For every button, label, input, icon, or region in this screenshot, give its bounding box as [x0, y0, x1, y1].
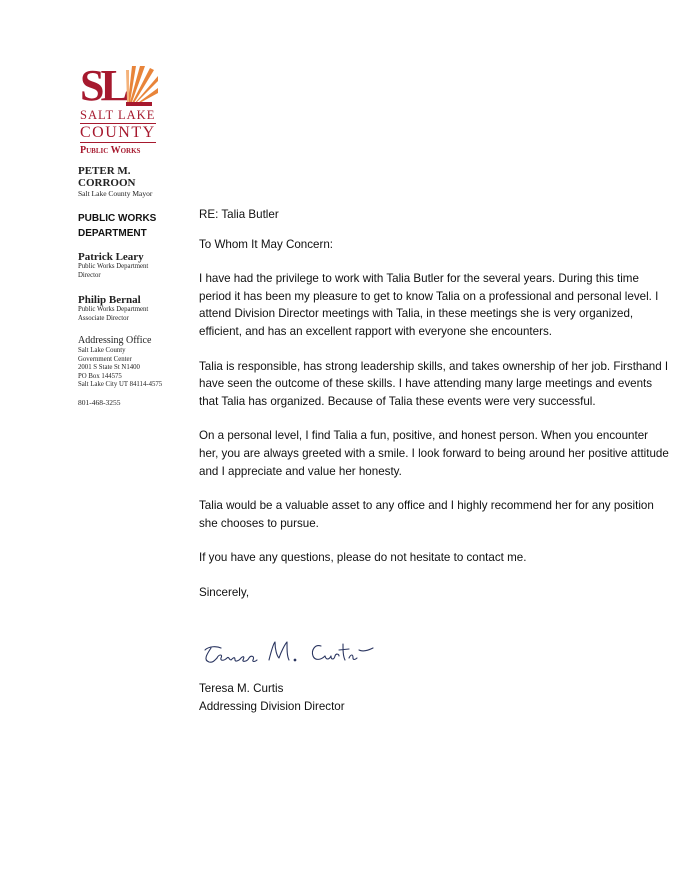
person-title: Public Works Department — [78, 263, 149, 270]
logo-line-public-works: Public Works — [80, 145, 141, 156]
person-title: Director — [78, 271, 101, 279]
department-line2: DEPARTMENT — [78, 228, 147, 239]
signer-title: Addressing Division Director — [199, 699, 345, 713]
logo-divider — [80, 142, 156, 143]
paragraph: If you have any questions, please do not hesitate to contact me. — [199, 551, 527, 565]
letter-body — [199, 206, 669, 602]
signer-block — [199, 680, 345, 715]
signer-name: Teresa M. Curtis — [199, 682, 284, 695]
office-address-line: Salt Lake City UT 84114-4575 — [78, 381, 163, 388]
logo-wordmark — [80, 109, 160, 157]
office-address-line: PO Box 144575 — [78, 372, 122, 380]
letterhead-sidebar — [78, 165, 188, 408]
person-title: Associate Director — [78, 314, 129, 322]
department-line1: PUBLIC WORKS — [78, 213, 157, 224]
person-block — [78, 294, 188, 323]
person-name: Philip Bernal — [78, 294, 141, 306]
subject-line: RE: Talia Butler — [199, 208, 279, 221]
paragraph: I have had the privilege to work with Talia Butler for the several years. During this time period it has been my pleasure to get to know Talia on a professional and personal level. I attend Division Director meetings with Talia, in these meetings she is very organized, efficient, and has an excellent rapport with everyone she encounters. — [199, 272, 659, 338]
handwritten-signature — [199, 636, 389, 672]
paragraph: Talia would be a valuable asset to any office and I highly recommend her for any position she chooses to pursue. — [199, 499, 654, 530]
person-name: Patrick Leary — [78, 251, 144, 263]
logo-line-salt-lake: SALT LAKE — [80, 108, 156, 122]
mayor-block — [78, 165, 188, 199]
paragraph: On a personal level, I find Talia a fun, positive, and honest person. When you encounter her, you are always greeted with a smile. I look forward to being around her positive attitude and I appreciate and value her honesty. — [199, 429, 669, 478]
office-phone: 801-468-3255 — [78, 397, 121, 407]
closing: Sincerely, — [199, 585, 250, 599]
salt-lake-county-logo — [80, 61, 160, 157]
logo-line-county: COUNTY — [80, 124, 156, 141]
logo-monogram: SL — [80, 61, 126, 110]
office-block — [78, 335, 188, 408]
person-block — [78, 251, 188, 280]
department-heading — [78, 211, 188, 241]
mayor-name-line2: CORROON — [78, 177, 136, 189]
office-address-line: Salt Lake County — [78, 347, 126, 354]
person-title: Public Works Department — [78, 306, 149, 313]
mayor-name-line1: PETER M. — [78, 165, 131, 177]
office-name: Addressing Office — [78, 335, 152, 346]
sunburst-icon — [126, 66, 158, 106]
office-address-line: 2001 S State St N1400 — [78, 364, 140, 371]
salutation: To Whom It May Concern: — [199, 237, 334, 251]
office-address-line: Government Center — [78, 355, 132, 363]
mayor-title: Salt Lake County Mayor — [78, 189, 153, 198]
paragraph: Talia is responsible, has strong leadership skills, and takes ownership of her job. Firsthand I have seen the outcome of these skills. I have attending many large meetings and events that Talia has organized. Because of Talia these events were very successful. — [199, 359, 669, 408]
logo-mark — [80, 61, 158, 110]
